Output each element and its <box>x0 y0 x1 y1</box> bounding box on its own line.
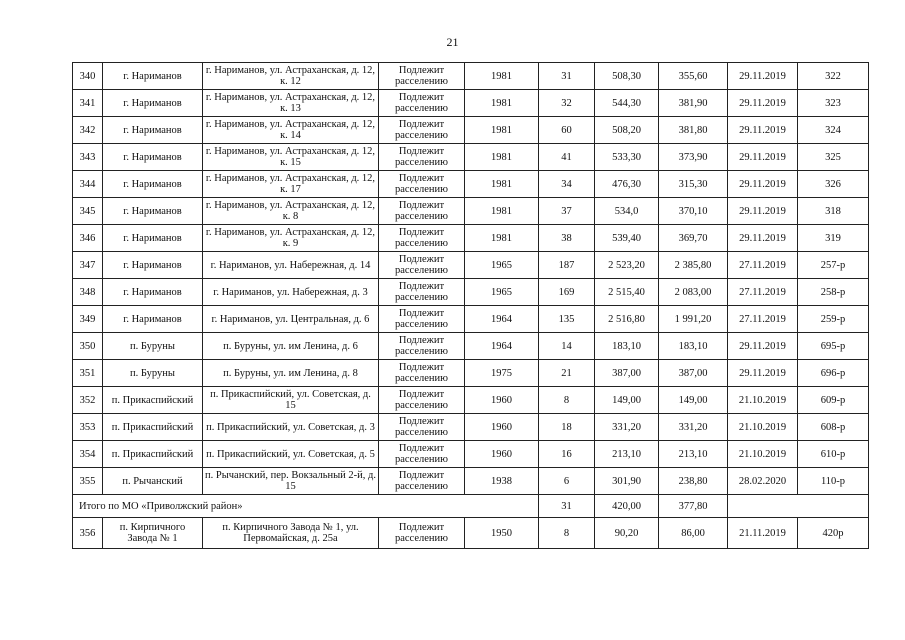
locality-cell: г. Нариманов <box>103 306 203 333</box>
row-number-cell: 350 <box>73 333 103 360</box>
status-cell: Подлежит расселению <box>379 387 465 414</box>
address-cell: п. Буруны, ул. им Ленина, д. 6 <box>203 333 379 360</box>
total-residents-cell: 31 <box>539 495 595 518</box>
decision-date-cell: 21.10.2019 <box>728 441 798 468</box>
locality-cell: г. Нариманов <box>103 117 203 144</box>
total-area-cell: 183,10 <box>595 333 659 360</box>
document-number-cell: 609-р <box>798 387 869 414</box>
year-cell: 1981 <box>465 144 539 171</box>
document-number-cell: 258-р <box>798 279 869 306</box>
year-cell: 1960 <box>465 441 539 468</box>
row-number-cell: 341 <box>73 90 103 117</box>
total-area-cell: 90,20 <box>595 518 659 549</box>
year-cell: 1965 <box>465 252 539 279</box>
living-area-cell: 373,90 <box>659 144 728 171</box>
residents-cell: 135 <box>539 306 595 333</box>
total-area-cell: 544,30 <box>595 90 659 117</box>
table-row <box>73 360 869 387</box>
living-area-cell: 183,10 <box>659 333 728 360</box>
status-cell: Подлежит расселению <box>379 441 465 468</box>
address-cell: п. Буруны, ул. им Ленина, д. 8 <box>203 360 379 387</box>
living-area-cell: 1 991,20 <box>659 306 728 333</box>
residents-cell: 8 <box>539 387 595 414</box>
decision-date-cell: 21.11.2019 <box>728 518 798 549</box>
address-cell: г. Нариманов, ул. Набережная, д. 14 <box>203 252 379 279</box>
table-row <box>73 117 869 144</box>
status-cell: Подлежит расселению <box>379 117 465 144</box>
residents-cell: 38 <box>539 225 595 252</box>
document-number-cell: 325 <box>798 144 869 171</box>
decision-date-cell: 27.11.2019 <box>728 279 798 306</box>
residents-cell: 34 <box>539 171 595 198</box>
decision-date-cell: 29.11.2019 <box>728 90 798 117</box>
status-cell: Подлежит расселению <box>379 279 465 306</box>
residents-cell: 32 <box>539 90 595 117</box>
row-number-cell: 345 <box>73 198 103 225</box>
year-cell: 1960 <box>465 387 539 414</box>
status-cell: Подлежит расселению <box>379 518 465 549</box>
total-living-area-sum-cell: 377,80 <box>659 495 728 518</box>
total-area-cell: 301,90 <box>595 468 659 495</box>
living-area-cell: 86,00 <box>659 518 728 549</box>
decision-date-cell: 29.11.2019 <box>728 171 798 198</box>
document-number-cell: 259-р <box>798 306 869 333</box>
living-area-cell: 387,00 <box>659 360 728 387</box>
living-area-cell: 315,30 <box>659 171 728 198</box>
year-cell: 1964 <box>465 333 539 360</box>
year-cell: 1950 <box>465 518 539 549</box>
document-number-cell: 323 <box>798 90 869 117</box>
document-number-cell: 257-р <box>798 252 869 279</box>
decision-date-cell: 21.10.2019 <box>728 387 798 414</box>
status-cell: Подлежит расселению <box>379 225 465 252</box>
document-number-cell: 326 <box>798 171 869 198</box>
address-cell: г. Нариманов, ул. Астраханская, д. 12, к. 14 <box>203 117 379 144</box>
decision-date-cell: 29.11.2019 <box>728 333 798 360</box>
total-row <box>73 495 869 518</box>
total-area-cell: 476,30 <box>595 171 659 198</box>
table-body <box>73 63 869 549</box>
year-cell: 1964 <box>465 306 539 333</box>
decision-date-cell: 28.02.2020 <box>728 468 798 495</box>
total-area-sum-cell: 420,00 <box>595 495 659 518</box>
row-number-cell: 346 <box>73 225 103 252</box>
address-cell: г. Нариманов, ул. Центральная, д. 6 <box>203 306 379 333</box>
total-label-cell: Итого по МО «Приволжский район» <box>73 495 539 518</box>
address-cell: г. Нариманов, ул. Набережная, д. 3 <box>203 279 379 306</box>
locality-cell: п. Кирпичного Завода № 1 <box>103 518 203 549</box>
living-area-cell: 381,80 <box>659 117 728 144</box>
living-area-cell: 381,90 <box>659 90 728 117</box>
locality-cell: г. Нариманов <box>103 144 203 171</box>
decision-date-cell: 29.11.2019 <box>728 225 798 252</box>
locality-cell: г. Нариманов <box>103 279 203 306</box>
total-area-cell: 533,30 <box>595 144 659 171</box>
year-cell: 1981 <box>465 90 539 117</box>
year-cell: 1938 <box>465 468 539 495</box>
year-cell: 1975 <box>465 360 539 387</box>
locality-cell: п. Буруны <box>103 333 203 360</box>
total-area-cell: 331,20 <box>595 414 659 441</box>
table-row <box>73 518 869 549</box>
decision-date-cell: 27.11.2019 <box>728 252 798 279</box>
address-cell: п. Прикаспийский, ул. Советская, д. 3 <box>203 414 379 441</box>
table-row <box>73 198 869 225</box>
decision-date-cell: 29.11.2019 <box>728 360 798 387</box>
table-row <box>73 225 869 252</box>
locality-cell: г. Нариманов <box>103 63 203 90</box>
year-cell: 1981 <box>465 117 539 144</box>
total-area-cell: 508,30 <box>595 63 659 90</box>
residents-cell: 169 <box>539 279 595 306</box>
living-area-cell: 370,10 <box>659 198 728 225</box>
document-number-cell: 696-р <box>798 360 869 387</box>
decision-date-cell: 21.10.2019 <box>728 414 798 441</box>
locality-cell: г. Нариманов <box>103 225 203 252</box>
row-number-cell: 353 <box>73 414 103 441</box>
residents-cell: 8 <box>539 518 595 549</box>
status-cell: Подлежит расселению <box>379 414 465 441</box>
residents-cell: 187 <box>539 252 595 279</box>
year-cell: 1981 <box>465 225 539 252</box>
document-number-cell: 318 <box>798 198 869 225</box>
locality-cell: п. Буруны <box>103 360 203 387</box>
living-area-cell: 238,80 <box>659 468 728 495</box>
row-number-cell: 340 <box>73 63 103 90</box>
document-number-cell: 610-р <box>798 441 869 468</box>
locality-cell: г. Нариманов <box>103 171 203 198</box>
residents-cell: 18 <box>539 414 595 441</box>
table-row <box>73 441 869 468</box>
document-number-cell: 420р <box>798 518 869 549</box>
total-area-cell: 387,00 <box>595 360 659 387</box>
locality-cell: г. Нариманов <box>103 90 203 117</box>
address-cell: п. Прикаспийский, ул. Советская, д. 15 <box>203 387 379 414</box>
table-row <box>73 144 869 171</box>
row-number-cell: 343 <box>73 144 103 171</box>
row-number-cell: 352 <box>73 387 103 414</box>
table-row <box>73 468 869 495</box>
row-number-cell: 351 <box>73 360 103 387</box>
decision-date-cell: 27.11.2019 <box>728 306 798 333</box>
status-cell: Подлежит расселению <box>379 144 465 171</box>
table-row <box>73 63 869 90</box>
address-cell: г. Нариманов, ул. Астраханская, д. 12, к. 17 <box>203 171 379 198</box>
status-cell: Подлежит расселению <box>379 198 465 225</box>
total-area-cell: 149,00 <box>595 387 659 414</box>
row-number-cell: 347 <box>73 252 103 279</box>
living-area-cell: 213,10 <box>659 441 728 468</box>
status-cell: Подлежит расселению <box>379 171 465 198</box>
total-area-cell: 534,0 <box>595 198 659 225</box>
table-row <box>73 90 869 117</box>
living-area-cell: 149,00 <box>659 387 728 414</box>
address-cell: г. Нариманов, ул. Астраханская, д. 12, к. 15 <box>203 144 379 171</box>
address-cell: п. Кирпичного Завода № 1, ул. Первомайская, д. 25а <box>203 518 379 549</box>
status-cell: Подлежит расселению <box>379 333 465 360</box>
locality-cell: п. Прикаспийский <box>103 441 203 468</box>
table-row <box>73 252 869 279</box>
locality-cell: п. Прикаспийский <box>103 414 203 441</box>
locality-cell: г. Нариманов <box>103 198 203 225</box>
document-number-cell: 319 <box>798 225 869 252</box>
decision-date-cell: 29.11.2019 <box>728 117 798 144</box>
row-number-cell: 344 <box>73 171 103 198</box>
table-row <box>73 279 869 306</box>
status-cell: Подлежит расселению <box>379 468 465 495</box>
housing-registry-table <box>72 62 869 549</box>
total-area-cell: 539,40 <box>595 225 659 252</box>
status-cell: Подлежит расселению <box>379 63 465 90</box>
row-number-cell: 348 <box>73 279 103 306</box>
document-number-cell: 608-р <box>798 414 869 441</box>
locality-cell: г. Нариманов <box>103 252 203 279</box>
document-number-cell: 324 <box>798 117 869 144</box>
row-number-cell: 355 <box>73 468 103 495</box>
residents-cell: 6 <box>539 468 595 495</box>
total-area-cell: 2 515,40 <box>595 279 659 306</box>
address-cell: п. Рычанский, пер. Вокзальный 2-й, д. 15 <box>203 468 379 495</box>
residents-cell: 41 <box>539 144 595 171</box>
address-cell: г. Нариманов, ул. Астраханская, д. 12, к. 9 <box>203 225 379 252</box>
row-number-cell: 342 <box>73 117 103 144</box>
status-cell: Подлежит расселению <box>379 360 465 387</box>
residents-cell: 37 <box>539 198 595 225</box>
decision-date-cell: 29.11.2019 <box>728 198 798 225</box>
residents-cell: 60 <box>539 117 595 144</box>
residents-cell: 16 <box>539 441 595 468</box>
table-row <box>73 306 869 333</box>
living-area-cell: 369,70 <box>659 225 728 252</box>
page-number: 21 <box>446 35 459 49</box>
document-number-cell: 322 <box>798 63 869 90</box>
address-cell: г. Нариманов, ул. Астраханская, д. 12, к. 13 <box>203 90 379 117</box>
year-cell: 1981 <box>465 198 539 225</box>
living-area-cell: 2 083,00 <box>659 279 728 306</box>
living-area-cell: 2 385,80 <box>659 252 728 279</box>
residents-cell: 21 <box>539 360 595 387</box>
table-row <box>73 387 869 414</box>
total-area-cell: 2 516,80 <box>595 306 659 333</box>
status-cell: Подлежит расселению <box>379 90 465 117</box>
document-number-cell: 110-р <box>798 468 869 495</box>
total-area-cell: 2 523,20 <box>595 252 659 279</box>
row-number-cell: 354 <box>73 441 103 468</box>
locality-cell: п. Рычанский <box>103 468 203 495</box>
living-area-cell: 355,60 <box>659 63 728 90</box>
total-area-cell: 213,10 <box>595 441 659 468</box>
year-cell: 1981 <box>465 171 539 198</box>
table-row <box>73 333 869 360</box>
row-number-cell: 356 <box>73 518 103 549</box>
address-cell: г. Нариманов, ул. Астраханская, д. 12, к. 8 <box>203 198 379 225</box>
living-area-cell: 331,20 <box>659 414 728 441</box>
total-empty-cell <box>728 495 869 518</box>
year-cell: 1965 <box>465 279 539 306</box>
table-row <box>73 414 869 441</box>
year-cell: 1981 <box>465 63 539 90</box>
decision-date-cell: 29.11.2019 <box>728 63 798 90</box>
status-cell: Подлежит расселению <box>379 252 465 279</box>
table-row <box>73 171 869 198</box>
decision-date-cell: 29.11.2019 <box>728 144 798 171</box>
total-area-cell: 508,20 <box>595 117 659 144</box>
row-number-cell: 349 <box>73 306 103 333</box>
residents-cell: 31 <box>539 63 595 90</box>
document-number-cell: 695-р <box>798 333 869 360</box>
locality-cell: п. Прикаспийский <box>103 387 203 414</box>
address-cell: г. Нариманов, ул. Астраханская, д. 12, к. 12 <box>203 63 379 90</box>
address-cell: п. Прикаспийский, ул. Советская, д. 5 <box>203 441 379 468</box>
year-cell: 1960 <box>465 414 539 441</box>
residents-cell: 14 <box>539 333 595 360</box>
status-cell: Подлежит расселению <box>379 306 465 333</box>
